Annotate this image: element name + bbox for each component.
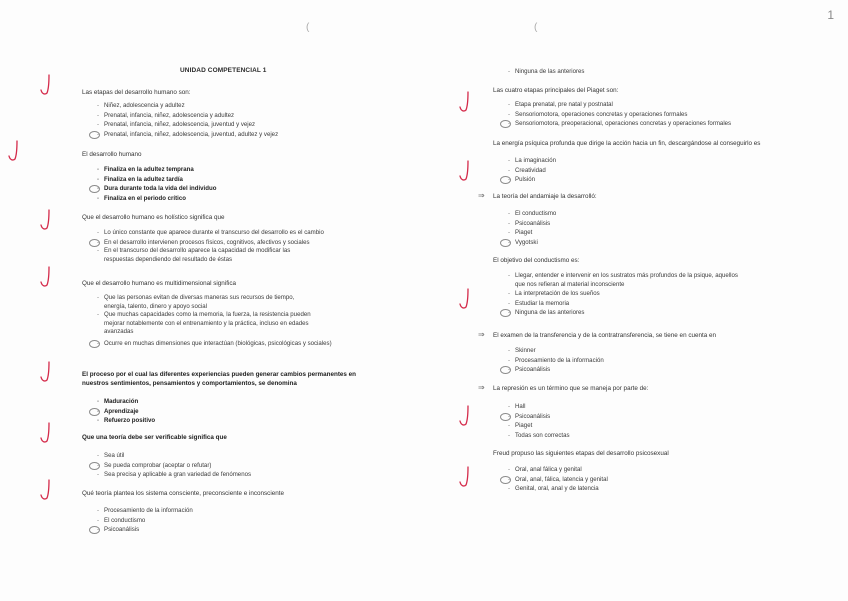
option: - Oral, anal, fálica, latencia y genital bbox=[493, 475, 608, 485]
option: - Aprendizaje bbox=[82, 407, 155, 417]
red-check-icon bbox=[40, 422, 52, 444]
option-list bbox=[82, 294, 332, 348]
question-text: El desarrollo humano bbox=[82, 151, 142, 158]
option: - Finaliza en la adultez tardía bbox=[96, 175, 183, 183]
option: - Prenatal, infancia, niñez, adolescencia, juventud, adultez y vejez bbox=[82, 130, 278, 140]
question-text: Que una teoría debe ser verificable significa que bbox=[82, 434, 227, 441]
option: - Procesamiento de la información bbox=[507, 356, 604, 364]
option-list bbox=[82, 451, 251, 480]
option: - El conductismo bbox=[96, 516, 146, 524]
option-list bbox=[493, 156, 556, 185]
red-check-icon bbox=[459, 91, 471, 113]
option: - Prenatal, infancia, niñez, adolescencia y adultez bbox=[96, 111, 235, 119]
option: - Skinner bbox=[507, 347, 536, 354]
question-text: La teoría del andamiaje la desarrolló: bbox=[493, 193, 597, 200]
question-text: Las etapas del desarrollo humano son: bbox=[82, 89, 191, 96]
red-check-icon bbox=[40, 74, 52, 96]
pencil-mark: ( bbox=[534, 22, 538, 33]
red-check-icon bbox=[40, 209, 52, 231]
option-continuation: que nos refieran al material inconsciente bbox=[515, 280, 625, 288]
question-text: Qué teoría plantea los sistema consciente, preconsciente e inconsciente bbox=[82, 490, 284, 497]
option-continuation: mejorar notablemente con el entrenamiento y la práctica, incluso en edades bbox=[104, 319, 309, 327]
option-list bbox=[82, 101, 278, 139]
option: - Sensoriomotora, operaciones concretas y operaciones formales bbox=[507, 110, 688, 118]
option: - Maduración bbox=[96, 398, 139, 405]
page-number: 1 bbox=[827, 8, 834, 22]
question-text-continued: nuestros sentimientos, pensamientos y comportamientos, se denomina bbox=[82, 380, 297, 387]
red-check-icon bbox=[40, 361, 52, 383]
option: - Psicoanálisis bbox=[493, 365, 604, 375]
option: - En el transcurso del desarrollo aparece la capacidad de modificar las bbox=[96, 247, 291, 254]
option-list bbox=[493, 67, 584, 77]
option: - Estudiar la memoria bbox=[507, 299, 570, 307]
question-text: Que el desarrollo humano es holístico significa que bbox=[82, 214, 225, 221]
option-list bbox=[82, 397, 155, 426]
arrow-mark-icon: ⇒ bbox=[478, 330, 485, 339]
option: - Ninguna de las anteriores bbox=[507, 68, 585, 75]
question-text: Freud propuso las siguientes etapas del desarrollo psicosexual bbox=[493, 450, 669, 457]
option: - Que muchas capacidades como la memoria, la fuerza, la resistencia pueden bbox=[96, 311, 311, 318]
question-text: La represión es un término que se maneja por parte de: bbox=[493, 385, 649, 392]
red-check-icon bbox=[459, 288, 471, 310]
option-continuation: energía, talento, dinero y apoyo social bbox=[104, 302, 207, 310]
document-title: UNIDAD COMPETENCIAL 1 bbox=[180, 67, 267, 74]
red-check-icon bbox=[459, 160, 471, 182]
option: - Prenatal, infancia, niñez, adolescencia, juventud y vejez bbox=[96, 121, 256, 128]
option: - Refuerzo positivo bbox=[96, 417, 156, 424]
option-list bbox=[493, 209, 556, 247]
option: - Finaliza en el periodo crítico bbox=[96, 194, 186, 202]
option: - Etapa prenatal, pre natal y postnatal bbox=[507, 101, 613, 108]
option: - Oral, anal fálica y genital bbox=[507, 466, 582, 473]
option-list bbox=[493, 100, 731, 129]
option: - Niñez, adolescencia y adultez bbox=[96, 102, 185, 109]
option: - Sensoriomotora, preoperacional, operaciones concretas y operaciones formales bbox=[493, 119, 731, 129]
option-list bbox=[82, 506, 193, 535]
option: - Finaliza en la adultez temprana bbox=[96, 166, 194, 173]
option-continuation: respuestas dependiendo del resultado de éstas bbox=[104, 255, 233, 263]
option: - Hall bbox=[507, 403, 526, 410]
red-check-icon bbox=[459, 405, 471, 427]
pencil-mark: ( bbox=[306, 22, 310, 33]
option-list bbox=[493, 346, 604, 375]
question-text: Las cuatro etapas principales del Piaget son: bbox=[493, 87, 619, 94]
option: - Psicoanálisis bbox=[507, 219, 551, 227]
option: - Sea útil bbox=[96, 452, 125, 459]
red-check-icon bbox=[8, 140, 20, 162]
option: - Creatividad bbox=[507, 166, 546, 174]
option: - Pulsión bbox=[493, 175, 556, 185]
option: - La imaginación bbox=[507, 157, 556, 164]
arrow-mark-icon: ⇒ bbox=[478, 383, 485, 392]
question-text: El examen de la transferencia y de la contratransferencia, se tiene en cuenta en bbox=[493, 332, 716, 339]
option: - Ninguna de las anteriores bbox=[493, 308, 738, 318]
option: - El conductismo bbox=[507, 210, 557, 217]
option: - Piaget bbox=[507, 229, 533, 236]
option-list bbox=[493, 465, 608, 494]
red-check-icon bbox=[40, 266, 52, 288]
option: - Vygotski bbox=[493, 238, 556, 248]
question-text: La energía psíquica profunda que dirige la acción hacia un fin, descargándose al conseguirlo es bbox=[493, 140, 761, 147]
option: - Se pueda comprobar (aceptar o refutar) bbox=[82, 461, 251, 471]
option: - Que las personas evitan de diversas maneras sus recursos de tiempo, bbox=[96, 294, 295, 301]
option: - Todas son correctas bbox=[507, 431, 570, 439]
option: - Lo único constante que aparece durante el transcurso del desarrollo es el cambio bbox=[96, 229, 324, 236]
option: - Psicoanálisis bbox=[82, 525, 193, 535]
option: - Llegar, entender e intervenir en los sustratos más profundos de la psique, aquellos bbox=[507, 272, 738, 279]
option: - En el desarrollo intervienen procesos físicos, cognitivos, afectivos y sociales bbox=[82, 238, 324, 248]
question-text: El objetivo del conductismo es: bbox=[493, 257, 580, 264]
option: - Piaget bbox=[507, 422, 533, 429]
option: - Genital, oral, anal y de latencia bbox=[507, 485, 599, 492]
option: - Procesamiento de la información bbox=[96, 507, 193, 514]
option-list bbox=[493, 402, 570, 440]
option: - La interpretación de los sueños bbox=[507, 290, 600, 297]
option-list bbox=[493, 272, 738, 318]
option: - Ocurre en muchas dimensiones que interactúan (biológicas, psicológicas y sociales) bbox=[82, 339, 332, 349]
option-continuation: avanzadas bbox=[104, 328, 134, 335]
arrow-mark-icon: ⇒ bbox=[478, 191, 485, 200]
red-check-icon bbox=[40, 479, 52, 501]
red-check-icon bbox=[459, 466, 471, 488]
option: - Dura durante toda la vida del individuo bbox=[82, 184, 216, 194]
option: - Psicoanálisis bbox=[493, 412, 570, 422]
option-list bbox=[82, 228, 324, 264]
question-text: El proceso por el cual las diferentes experiencias pueden generar cambios permanentes en bbox=[82, 371, 357, 378]
question-text: Que el desarrollo humano es multidimensional significa bbox=[82, 280, 237, 287]
option-list bbox=[82, 165, 216, 203]
option: - Sea precisa y aplicable a gran variedad de fenómenos bbox=[96, 471, 252, 478]
